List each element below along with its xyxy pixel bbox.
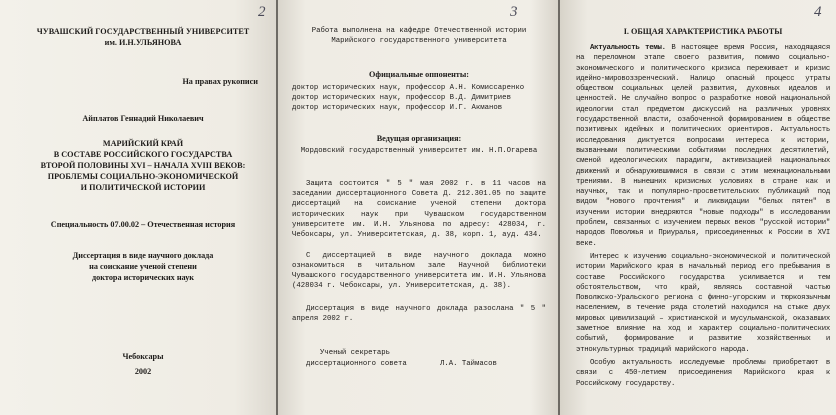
university-named-after: им. И.Н.УЛЬЯНОВА xyxy=(104,38,182,47)
sent-date: Диссертация в виде научного доклада разослана " 5 " апреля 2002 г. xyxy=(292,304,546,324)
speciality: Специальность 07.00.02 – Отечественная история xyxy=(50,220,236,229)
info-page xyxy=(278,0,558,415)
leading-org: Мордовский государственный университет им. Н.П.Огарева xyxy=(300,147,538,156)
title-line: В СОСТАВЕ РОССИЙСКОГО ГОСУДАРСТВА xyxy=(53,150,233,159)
manuscript-note: На правах рукописи xyxy=(182,77,258,86)
paragraph-3: Особую актуальность исследуемые проблемы приобретают в связи с 450-летием присоединения Марийского края к Российскому государству. xyxy=(576,358,830,388)
dissertation-title xyxy=(18,138,268,193)
text-page xyxy=(560,0,836,415)
paragraph-1-text: В настоящее время Россия, находящаяся на переломном этапе своего развития, помимо социально-экономического и политического кризиса переживает и кризис идейно-мировоззренческий. Налицо опасный процесс утраты обществом социальных целей развития, духовных идеалов и ценностей. Не случайно вопрос о разработке новой национальной идеологии стал предметом дискуссий на различных уровнях государственной власти, озабоченной формированием в обществе позитивных идейных и политических ориентиров. Актуальность исследования диктуется вопросами интереса к истории, вызванными политическими событиями последних десятилетий, сменой идеологических парадигм, активизацией национальных движений и обнаружившимися в связи с этим межнациональными трениями. В нынешних кризисных условиях в стране как и научных, так и популярно-просветительских публикаций под видом "нового прочтения" и ликвидации "белых пятен" в изучении истории внедряются "новые подходы" в исследовании проблем, связанных с изучением первых веков "русской истории" народов Поволжья и Приуралья, присоединенных к России в XVI веке. xyxy=(576,44,830,248)
page-number: 4 xyxy=(814,4,822,20)
dissertation-line: на соискание ученой степени xyxy=(89,262,197,271)
opponent: доктор исторических наук, профессор И.Г. Акманов xyxy=(292,104,503,113)
title-line: МАРИЙСКИЙ КРАЙ xyxy=(102,139,184,148)
opponent: доктор исторических наук, профессор А.Н. Комиссаренко xyxy=(292,83,525,92)
title-line: ПРОБЛЕМЫ СОЦИАЛЬНО-ЭКОНОМИЧЕСКОЙ xyxy=(47,172,239,181)
section-heading: I. ОБЩАЯ ХАРАКТЕРИСТИКА РАБОТЫ xyxy=(623,27,783,36)
title-page xyxy=(0,0,276,415)
university-name: ЧУВАШСКИЙ ГОСУДАРСТВЕННЫЙ УНИВЕРСИТЕТ xyxy=(36,27,250,36)
year: 2002 xyxy=(134,367,152,376)
paragraph-2: Интерес к изучению социально-экономической и политической истории Марийского края в начальный период его пребывания в составе Российского государства усиливается и тем обстоятельством, что край, являясь составной частью Поволжско-Уральского региона с финно-угорским и тюркоязычным населением, в течение ряда столетий находился на стыке двух мировых цивилизаций – христианской и мусульманской, оказавших заметное влияние на ход и характер социально-политических событий, формирование и развитие хозяйственных и этнокультурных традиций марийского народа. xyxy=(576,252,830,354)
opponents-heading: Официальные оппоненты: xyxy=(369,69,469,79)
title-line: И ПОЛИТИЧЕСКОЙ ИСТОРИИ xyxy=(80,183,206,192)
paragraph-1 xyxy=(576,43,830,249)
secretary-label: диссертационного совета xyxy=(306,360,407,369)
dissertation-line: доктора исторических наук xyxy=(91,273,195,282)
dissertation-type xyxy=(18,250,268,283)
secretary-block xyxy=(292,348,546,372)
dissertation-line: Диссертация в виде научного доклада xyxy=(72,251,214,260)
lead-bold: Актуальность темы. xyxy=(590,44,666,52)
library-info: С диссертацией в виде научного доклада можно ознакомиться в читальном зале Научной библиотеки Чувашского государственного университета им. И.Н. Ульянова (428034 г. Чебоксары, ул. Университетская, д. 38). xyxy=(292,251,546,291)
page-number: 3 xyxy=(510,4,518,20)
title-line: ВТОРОЙ ПОЛОВИНЫ XVI – НАЧАЛА XVIII ВЕКОВ: xyxy=(40,161,246,170)
author-name: Айплатов Геннадий Николаевич xyxy=(82,114,204,123)
page-number: 2 xyxy=(258,4,266,20)
secretary-name: Л.А. Таймасов xyxy=(440,360,497,369)
done-at: Работа выполнена на кафедре Отечественной истории Марийского государственного университета xyxy=(311,27,527,46)
defense-info: Защита состоится " 5 " мая 2002 г. в 11 часов на заседании диссертационного Совета Д. 212.301.05 по защите диссертаций на соискание ученой степени доктора исторических наук при Чувашском государственном университете им. И.Н. Ульянова по адресу: 428034, г. Чебоксары, ул. Университетская, д. 38, корп. 1, ауд. 434. xyxy=(292,179,546,240)
secretary-label: Ученый секретарь xyxy=(320,349,391,358)
city: Чебоксары xyxy=(122,352,164,361)
leading-org-heading: Ведущая организация: xyxy=(376,134,462,144)
opponent: доктор исторических наук, профессор В.Д. Димитриев xyxy=(292,93,511,102)
opponents-list xyxy=(292,83,546,114)
